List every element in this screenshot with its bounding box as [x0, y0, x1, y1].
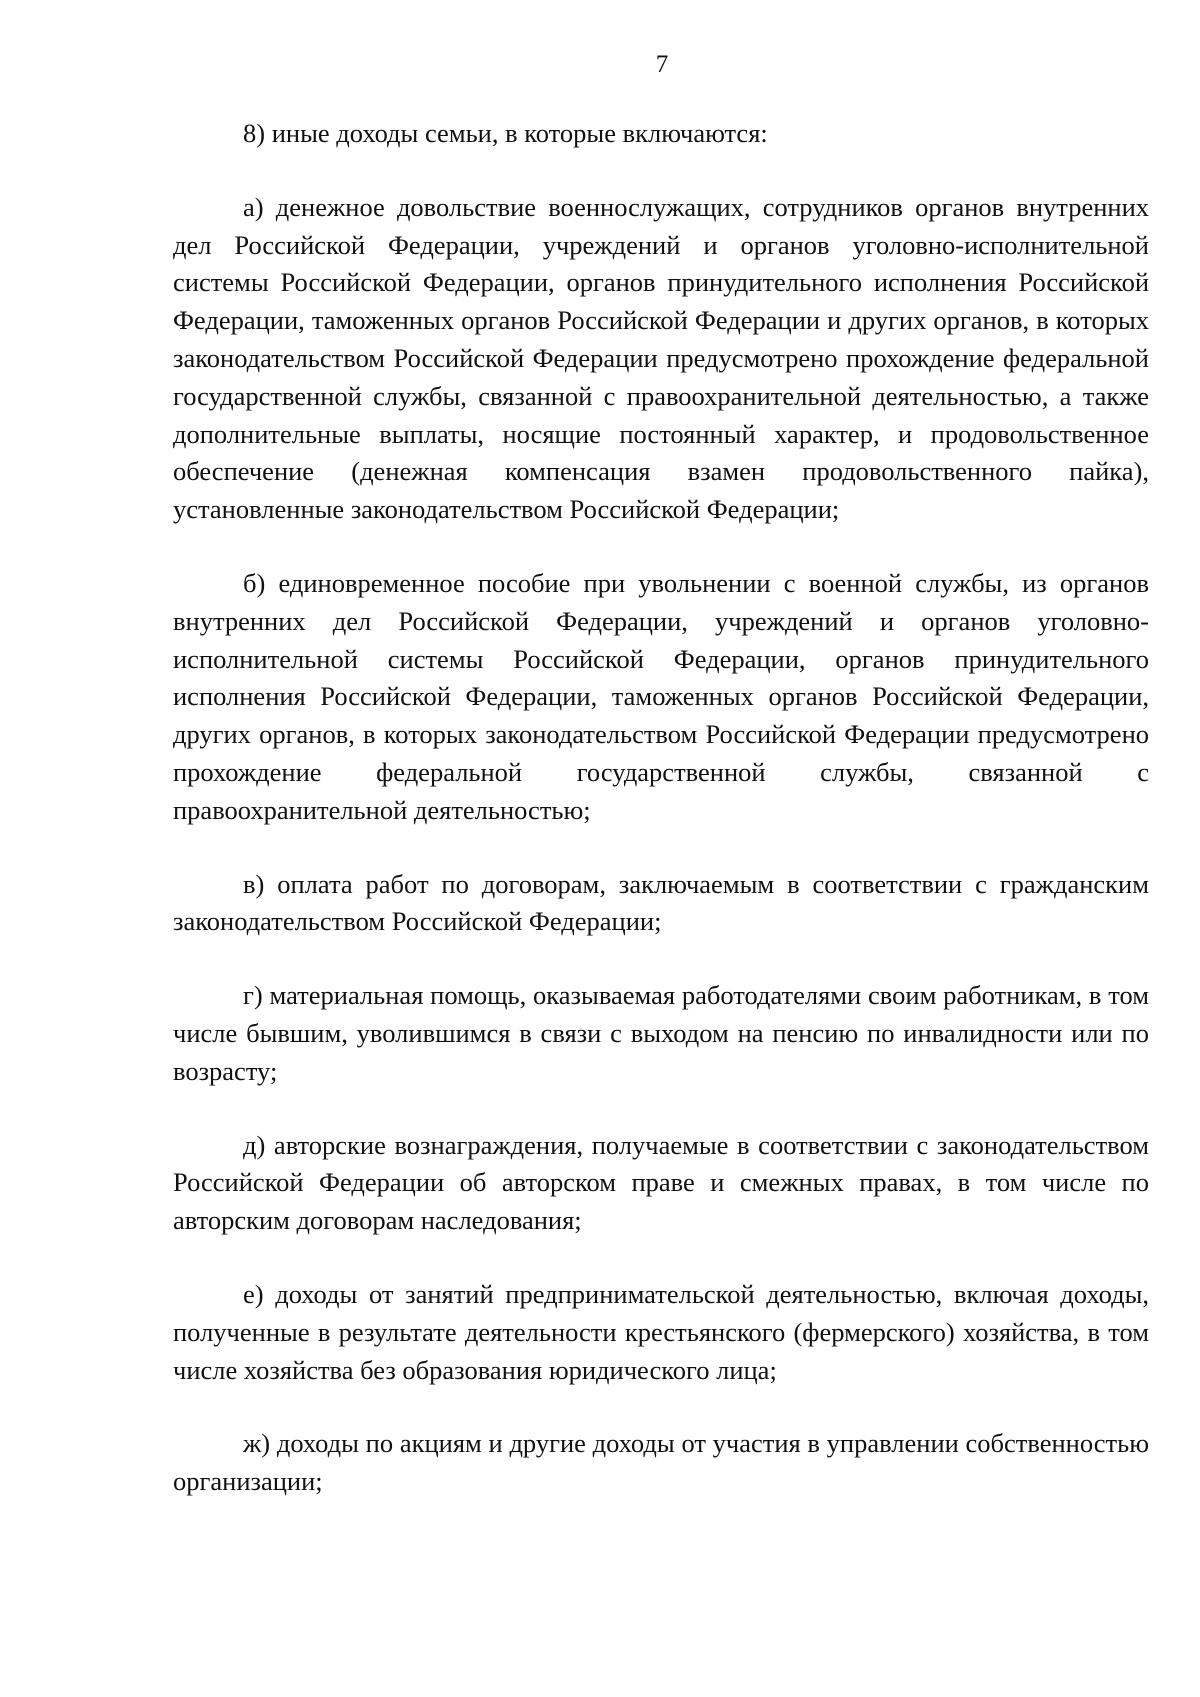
paragraph-8-intro: 8) иные доходы семьи, в которые включаются: [243, 118, 768, 148]
page-number: 7 [655, 51, 669, 78]
paragraph-d: д) авторские вознаграждения, получаемые в соответствии с законодательством Российской Федерации об авторском праве и смежных правах, в том числе по авторским договорам наследования; [173, 1129, 1149, 1236]
document-body [173, 115, 1149, 1537]
paragraph-v: в) оплата работ по договорам, заключаемым в соответствии с гражданским законодательством Российской Федерации; [173, 868, 1149, 937]
paragraph-g: г) материальная помощь, оказываемая работодателями своим работникам, в том числе бывшим, уволившимся в связи с выходом на пенсию по инвалидности или по возрасту; [173, 980, 1149, 1086]
paragraph-zh: ж) доходы по акциям и другие доходы от участия в управлении собственностью организации; [173, 1428, 1149, 1497]
paragraph-e: е) доходы от занятий предпринимательской деятельностью, включая доходы, полученные в результате деятельности крестьянского (фермерского) хозяйства, в том числе хозяйства без образования юридического лица; [173, 1278, 1149, 1385]
paragraph-a: а) денежное довольствие военнослужащих, сотрудников органов внутренних дел Российской Федерации, учреждений и органов уголовно-исполнительной системы Российской Федерации, органов принудительного исполнения Российской Федерации, таможенных органов Российской Федерации и других органов, в которых законодательством Российской Федерации предусмотрено прохождение федеральной государственной службы, связанной с правоохранительной деятельностью, а также дополнительные выплаты, носящие постоянный характер, и продовольственное обеспечение (денежная компенсация взамен продовольственного пайка), установленные законодательством Российской Федерации; [173, 191, 1149, 525]
paragraph-b: б) единовременное пособие при увольнении с военной службы, из органов внутренних дел Российской Федерации, учреждений и органов уголовно-исполнительной системы Российской Федерации, органов принудительного исполнения Российской Федерации, таможенных органов Российской Федерации, других органов, в которых законодательством Российской Федерации предусмотрено прохождение федеральной государственной службы, связанной с правоохранительной деятельностью; [173, 567, 1149, 825]
